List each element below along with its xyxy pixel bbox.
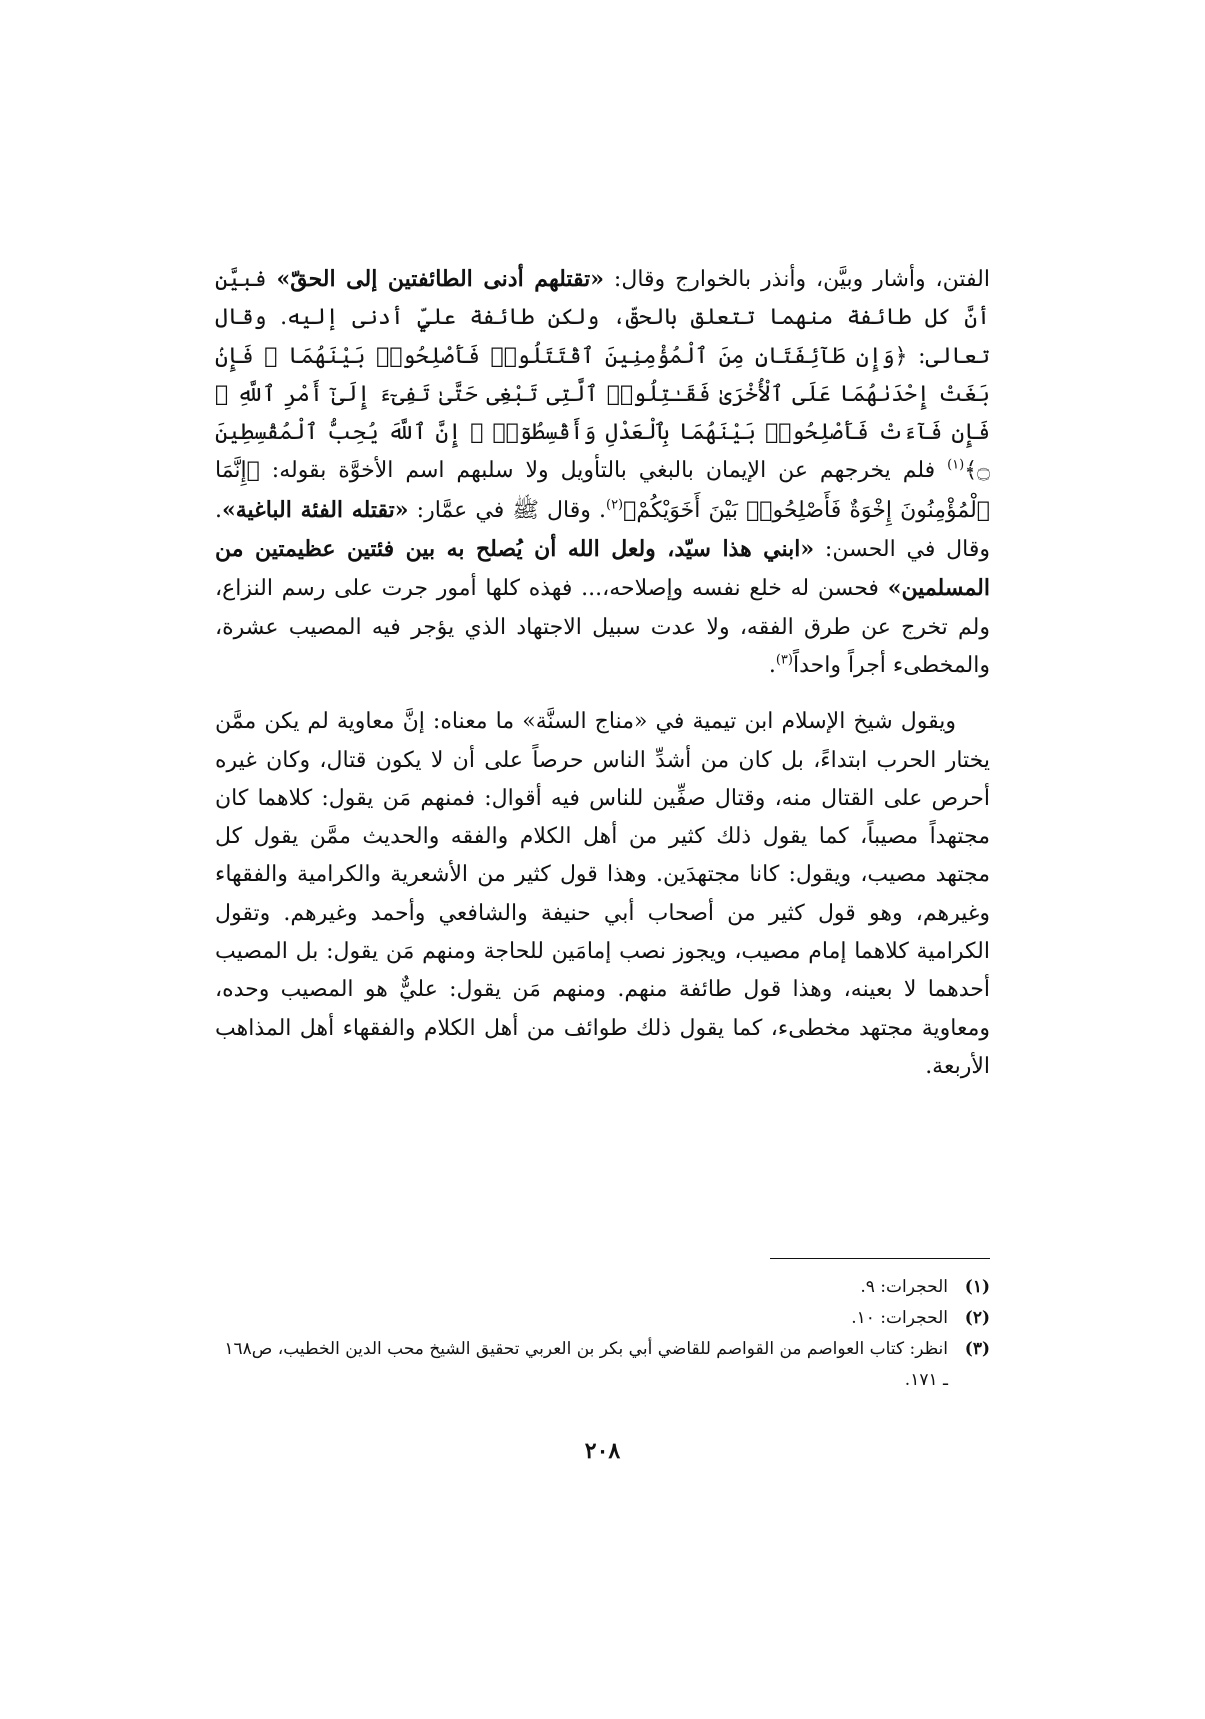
footnote-ref: (١)	[947, 458, 965, 474]
text-run: فحسن له خلع نفسه وإصلاحه،... فهذه كلها أمور جرت على رسم النزاع، ولم تخرج عن طرق الفقه، ولا عدت سبيل الاجتهاد الذي يؤجر فيه المصيب عشرة، والمخطىء أجراً واحداً	[215, 576, 990, 678]
footnote-text: الحجرات: ١٠.	[851, 1308, 948, 1328]
text-run: .	[768, 652, 776, 678]
hadith-quote: «ابني هذا سيّد، ولعل الله أن يُصلح به بين فئتين عظيمتين من المسلمين»	[215, 536, 990, 602]
footnote-divider	[770, 1258, 990, 1259]
footnote-number: (١)	[964, 1277, 990, 1297]
hadith-quote: «تقتله الفئة الباغية»	[222, 496, 409, 523]
footnote-number: (٢)	[964, 1308, 990, 1328]
footnote-3	[215, 1334, 990, 1396]
footnote-text: الحجرات: ٩.	[860, 1277, 948, 1297]
text-run: . وقال ﷺ في عمَّار:	[408, 497, 606, 523]
footnote-ref: (٢)	[605, 497, 624, 513]
page-number: ٢٠٨	[584, 1438, 621, 1464]
footnote-1	[215, 1272, 990, 1303]
quran-verse: ﴿إِنَّمَا ٱلْمُؤْمِنُونَ إِخْوَةٌ فَأَصْلِحُوا۟ بَيْنَ أَخَوَيْكُمْ﴾	[215, 458, 991, 523]
footnote-number: (٣)	[964, 1339, 990, 1359]
main-text	[215, 260, 990, 1086]
text-run: فبيَّن أنَّ كل طائفة منهما تتعلق بالحقّ، ولكن طائفة عليٍّ أدنى إليه. وقال تعالى:	[215, 267, 990, 369]
text-run: الفتن، وأشار وبيَّن، وأنذر بالخوارج وقال:	[604, 267, 990, 292]
text-run: فلم يخرجهم عن الإيمان بالبغي بالتأويل ولا سلبهم اسم الأخوَّة بقوله:	[259, 458, 948, 484]
footnote-2	[215, 1303, 990, 1334]
hadith-quote: «تقتلهم أدنى الطائفتين إلى الحقّ»	[276, 266, 605, 292]
paragraph-2: ويقول شيخ الإسلام ابن تيمية في «مناج السنَّة» ما معناه: إنَّ معاوية لم يكن ممَّن يختار الحرب ابتداءً، بل كان من أشدِّ الناس حرصاً على أن لا يكون قتال، وكان غيره أحرص على القتال منه، وقتال صفِّين للناس فيه أقوال: فمنهم مَن يقول: كلاهما كان مجتهداً مصيباً، كما يقول ذلك كثير من أهل الكلام والفقه والحديث ممَّن يقول كل مجتهد مصيب، ويقول: كانا مجتهدَين. وهذا قول كثير من الأشعرية والكرامية والفقهاء وغيرهم، وهو قول كثير من أصحاب أبي حنيفة والشافعي وأحمد وغيرهم. وتقول الكرامية كلاهما إمام مصيب، ويجوز نصب إمامَين للحاجة ومنهم مَن يقول: بل المصيب أحدهما لا بعينه، وهذا قول طائفة منهم. ومنهم مَن يقول: عليٌّ هو المصيب وحده، ومعاوية مجتهد مخطىء، كما يقول ذلك طوائف من أهل الكلام والفقهاء أهل المذاهب الأربعة.	[215, 709, 990, 1079]
quran-verse: ﴿وَإِن طَآئِفَتَانِ مِنَ ٱلْمُؤْمِنِينَ ٱقْتَتَلُوا۟ فَأَصْلِحُوا۟ بَيْنَهُمَا ۖ فَإِنۢ بَغَتْ إِحْدَىٰهُمَا عَلَى ٱلْأُخْرَىٰ فَقَـٰتِلُوا۟ ٱلَّتِى تَبْغِى حَتَّىٰ تَفِىٓءَ إِلَىٰٓ أَمْرِ ٱللَّهِ ۚ فَإِن فَآءَتْ فَأَصْلِحُوا۟ بَيْنَهُمَا بِٱلْعَدْلِ وَأَقْسِطُوٓا۟ ۖ إِنَّ ٱللَّهَ يُحِبُّ ٱلْمُقْسِطِينَ ۝﴾	[215, 343, 990, 484]
footnotes	[215, 1272, 990, 1396]
footnote-ref: (٣)	[775, 652, 793, 668]
text-run: . وقال في الحسن:	[215, 497, 991, 563]
paragraph-1	[215, 260, 990, 685]
footnote-text: انظر: كتاب العواصم من القواصم للقاضي أبي بكر بن العربي تحقيق الشيخ محب الدين الخطيب، ص١٦٨ ـ ١٧١.	[224, 1339, 948, 1390]
